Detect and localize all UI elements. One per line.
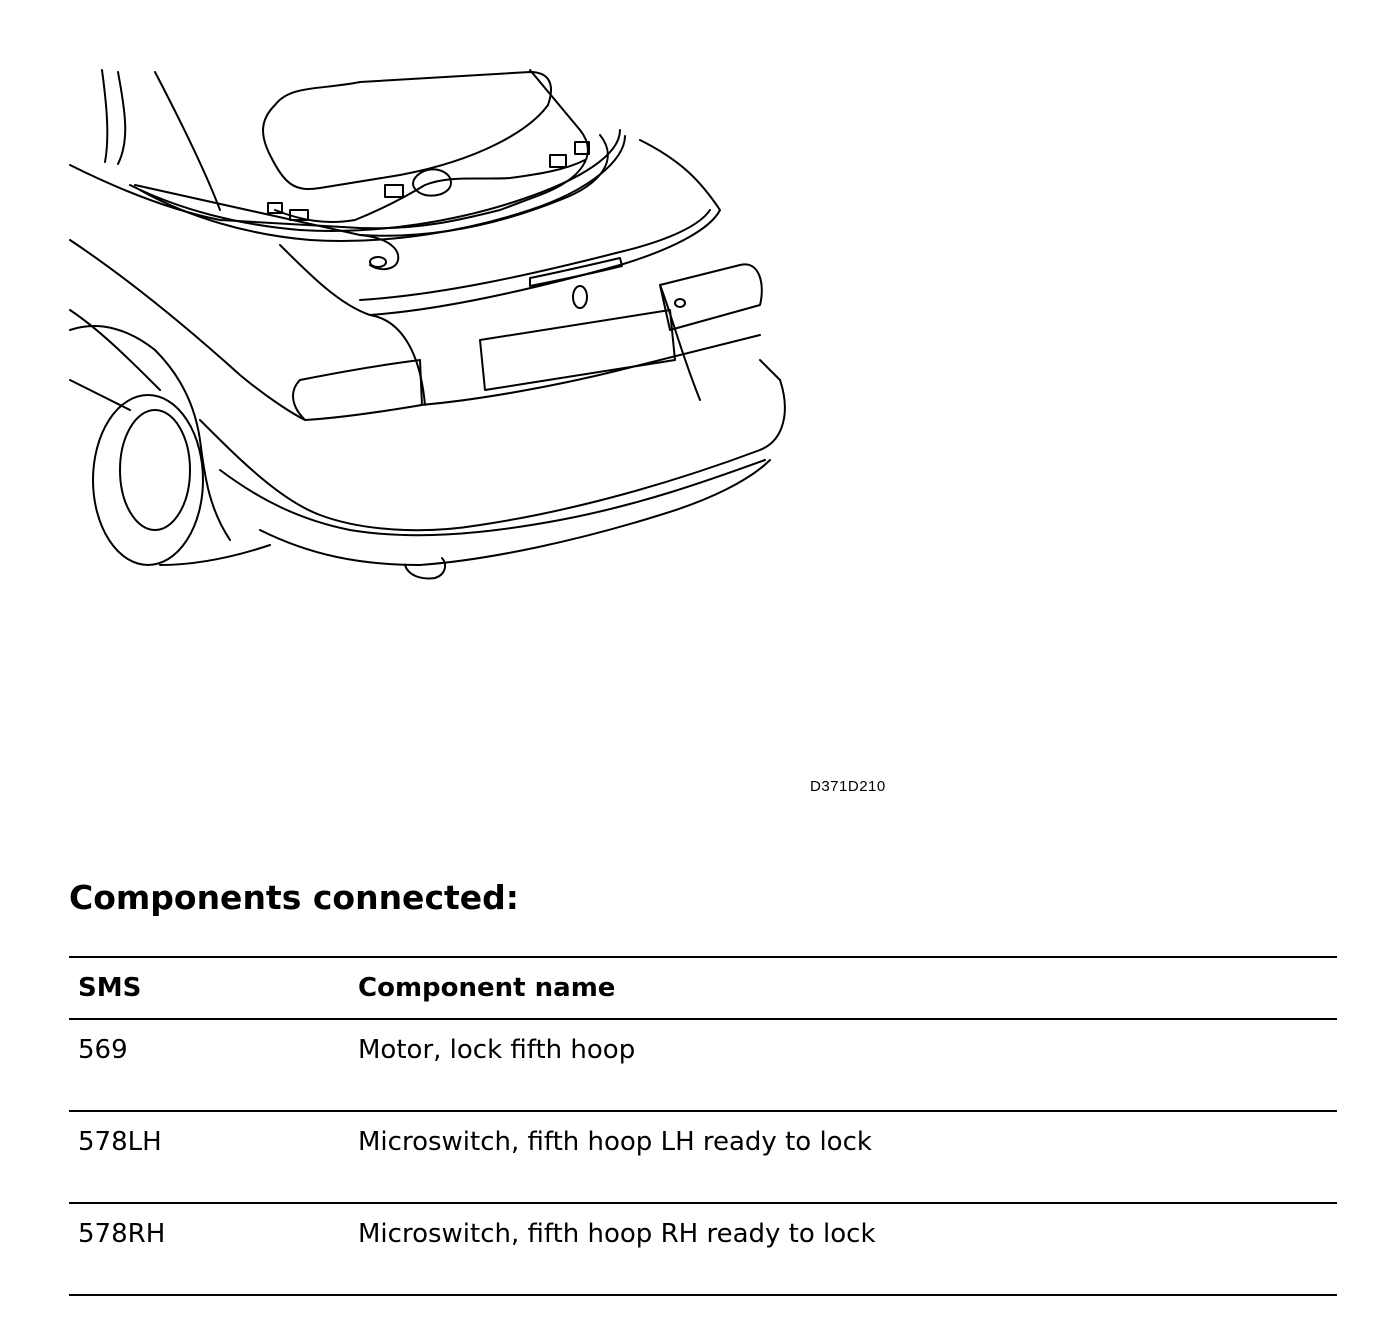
- table-row: [69, 1111, 1337, 1203]
- section-heading: Components connected:: [69, 878, 519, 917]
- window-pillar-line: [118, 72, 125, 164]
- cell-component-name: Motor, lock fifth hoop: [358, 1019, 1337, 1111]
- rear-deck-inner-line: [135, 135, 608, 236]
- rear-panel-right: [660, 285, 700, 400]
- car-rear-illustration: [60, 60, 800, 590]
- header-sms: SMS: [69, 957, 358, 1019]
- trunk-lower-edge: [420, 335, 760, 405]
- cell-component-name: Microswitch, fifth hoop LH ready to lock: [358, 1111, 1337, 1203]
- header-component-name: Component name: [358, 957, 1337, 1019]
- cell-sms: 578RH: [69, 1203, 358, 1295]
- connector-right: [550, 155, 566, 167]
- table-header-row: [69, 957, 1337, 1019]
- c-pillar-line: [155, 72, 220, 210]
- wheel-shadow: [160, 545, 270, 565]
- emblem: [573, 286, 587, 308]
- table-row: [69, 1203, 1337, 1295]
- rear-wheel-outer: [93, 395, 203, 565]
- table-row: [69, 1019, 1337, 1111]
- wheel-arch: [70, 326, 230, 540]
- body-side-line: [70, 240, 305, 420]
- taillight-right: [660, 264, 762, 330]
- connector-drop: [370, 257, 386, 267]
- window-pillar-line: [102, 70, 107, 162]
- rear-bumper: [200, 360, 785, 530]
- body-side-line-2: [70, 310, 160, 390]
- figure-code: D371D210: [810, 778, 886, 795]
- cell-sms: 578LH: [69, 1111, 358, 1203]
- rear-window: [263, 72, 551, 189]
- rear-wheel-hub: [120, 410, 190, 530]
- cell-sms: 569: [69, 1019, 358, 1111]
- exhaust-pipe: [405, 558, 445, 578]
- rear-deck-outline: [70, 70, 588, 228]
- connector-motor: [385, 185, 403, 197]
- rear-bumper-bottom: [260, 460, 770, 565]
- trunk-lock: [675, 299, 685, 307]
- license-recess: [480, 310, 675, 390]
- rear-panel: [370, 315, 425, 405]
- components-table: [69, 956, 1337, 1296]
- taillight-left: [293, 360, 422, 420]
- cell-component-name: Microswitch, fifth hoop RH ready to lock: [358, 1203, 1337, 1295]
